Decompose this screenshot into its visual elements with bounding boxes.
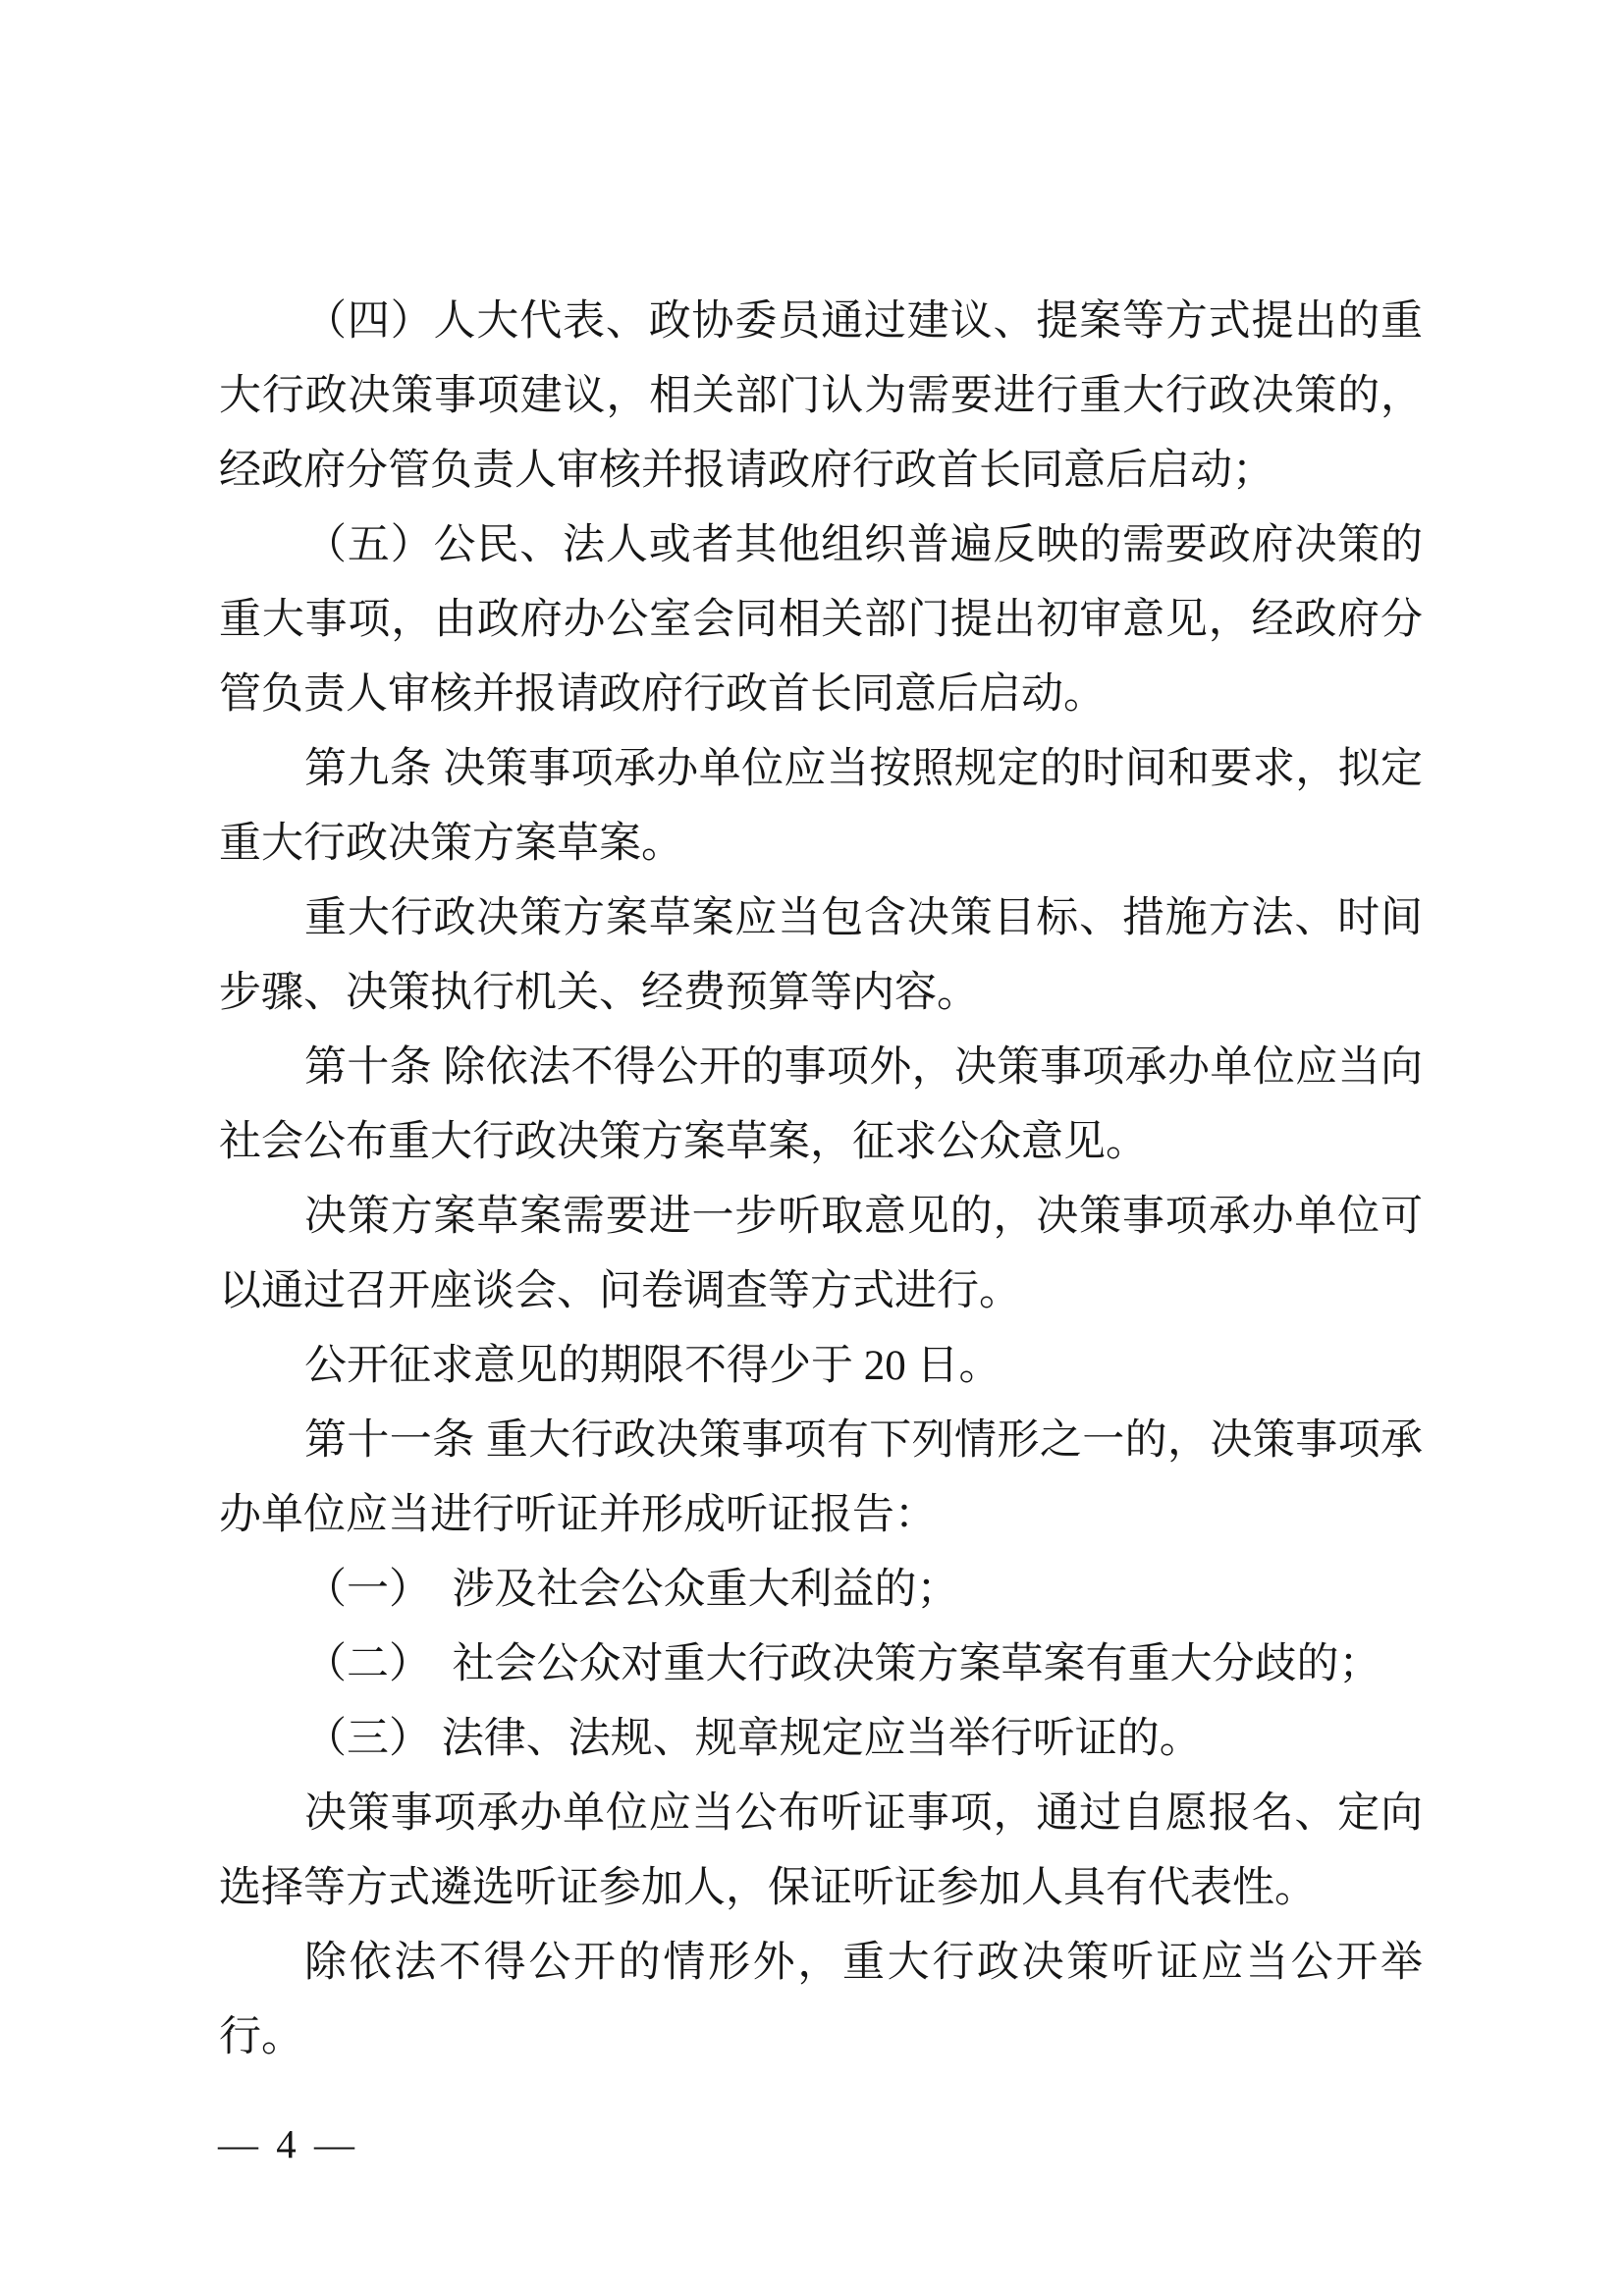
document-body: [219, 285, 1423, 2075]
clause-item-5: （五）公民、法人或者其他组织普遍反映的需要政府决策的重大事项，由政府办公室会同相关部门提出初审意见，经政府分管负责人审核并报请政府行政首长同意后启动。: [219, 522, 1423, 718]
article-11-para-2: 决策事项承办单位应当公布听证事项，通过自愿报名、定向选择等方式遴选听证参加人，保证听证参加人具有代表性。: [219, 1790, 1423, 1911]
article-11-para-3: 除依法不得公开的情形外，重大行政决策听证应当公开举行。: [219, 1940, 1423, 2060]
article-10-para-2: 决策方案草案需要进一步听取意见的，决策事项承办单位可以通过召开座谈会、问卷调查等方式进行。: [219, 1194, 1423, 1314]
article-9-para-2: 重大行政决策方案草案应当包含决策目标、措施方法、时间步骤、决策执行机关、经费预算等内容。: [219, 895, 1423, 1016]
page-number: — 4 —: [218, 2121, 358, 2166]
article-9: 第九条 决策事项承办单位应当按照规定的时间和要求，拟定重大行政决策方案草案。: [219, 746, 1423, 867]
article-11-item-1: （一） 涉及社会公众重大利益的；: [304, 1567, 959, 1613]
article-10: 第十条 除依法不得公开的事项外，决策事项承办单位应当向社会公布重大行政决策方案草案，征求公众意见。: [219, 1044, 1423, 1165]
article-11-item-3: （三） 法律、法规、规章规定应当举行听证的。: [304, 1716, 1202, 1762]
article-11: 第十一条 重大行政决策事项有下列情形之一的，决策事项承办单位应当进行听证并形成听证报告：: [219, 1417, 1423, 1538]
clause-item-4: （四）人大代表、政协委员通过建议、提案等方式提出的重大行政决策事项建议，相关部门认为需要进行重大行政决策的，经政府分管负责人审核并报请政府行政首长同意后启动；: [219, 298, 1423, 494]
article-11-item-2: （二） 社会公众对重大行政决策方案草案有重大分歧的；: [304, 1641, 1381, 1687]
article-10-para-3: 公开征求意见的期限不得少于 20 日。: [304, 1343, 1001, 1389]
